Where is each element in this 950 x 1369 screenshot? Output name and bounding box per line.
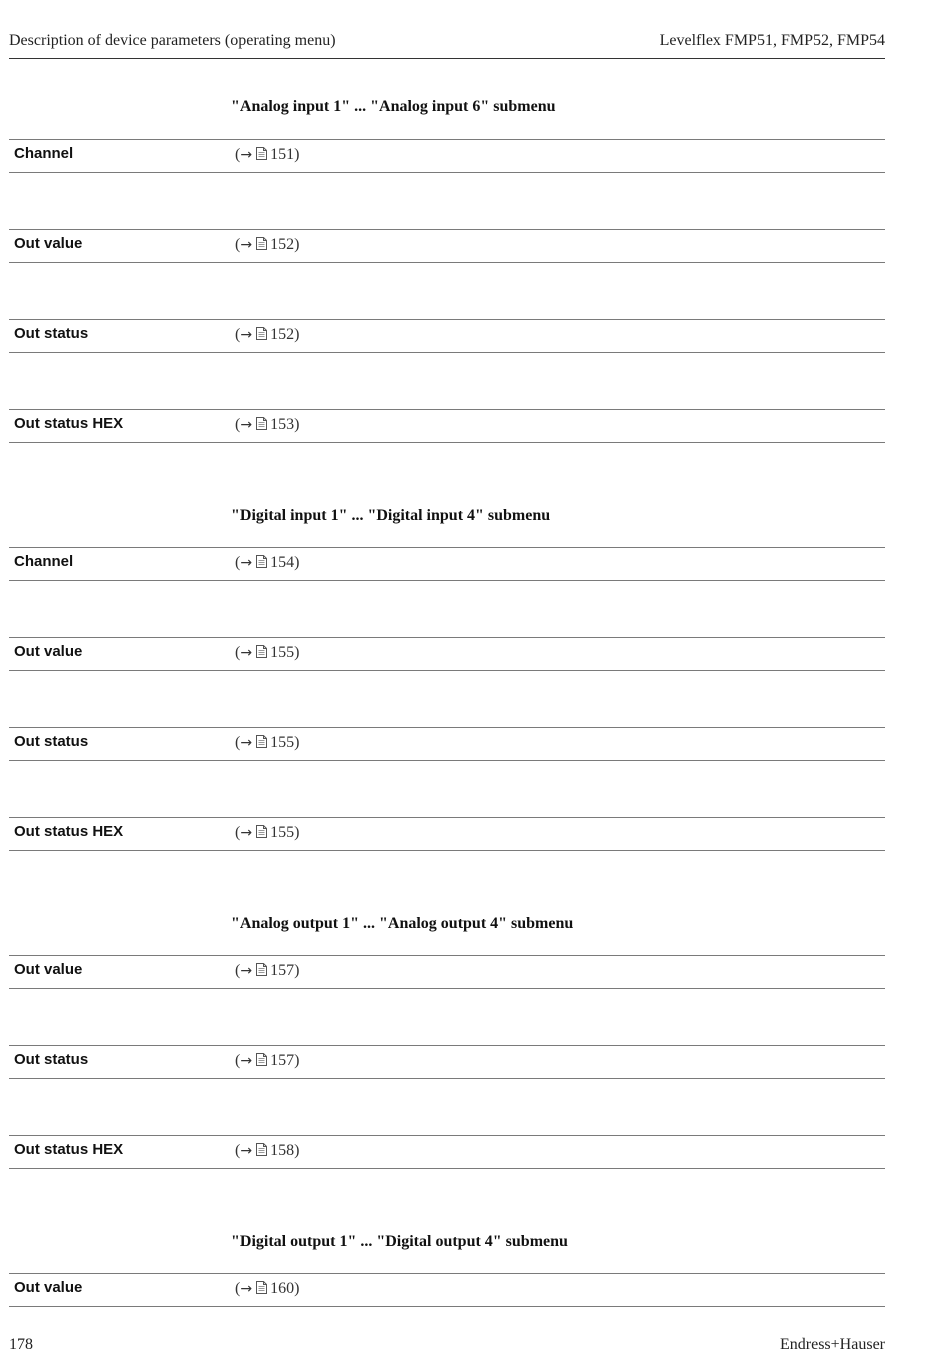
page-reference[interactable]: (→ 155): [235, 644, 300, 661]
page-reference-icon: [256, 735, 267, 748]
page-reference[interactable]: (→ 157): [235, 962, 300, 979]
section-title-digital-input: "Digital input 1" ... "Digital input 4" submenu: [231, 507, 551, 524]
page-reference-icon: [256, 417, 267, 430]
arrow-icon: →: [240, 1143, 253, 1159]
param-name: Out status HEX: [14, 1141, 124, 1158]
param-name: Channel: [14, 145, 74, 162]
param-row: [9, 409, 885, 443]
param-row: [9, 319, 885, 353]
page-reference-icon: [256, 1053, 267, 1066]
arrow-icon: →: [240, 825, 253, 841]
arrow-icon: →: [240, 147, 253, 163]
param-name: Channel: [14, 553, 74, 570]
page-reference-icon: [256, 963, 267, 976]
page-reference[interactable]: (→ 153): [235, 416, 300, 433]
param-name: Out value: [14, 961, 83, 978]
section-title-digital-output: "Digital output 1" ... "Digital output 4" submenu: [231, 1233, 568, 1250]
page-reference[interactable]: (→ 155): [235, 824, 300, 841]
param-row: [9, 1045, 885, 1079]
param-name: Out value: [14, 643, 83, 660]
page-number-ref: 153: [270, 416, 295, 433]
page-reference-icon: [256, 147, 267, 160]
param-row: [9, 1273, 885, 1307]
page-number-ref: 151: [270, 146, 295, 163]
page-reference[interactable]: (→ 152): [235, 236, 300, 253]
page-reference[interactable]: (→ 158): [235, 1142, 300, 1159]
arrow-icon: →: [240, 555, 253, 571]
page-number-ref: 152: [270, 326, 295, 343]
page-reference[interactable]: (→ 152): [235, 326, 300, 343]
arrow-icon: →: [240, 327, 253, 343]
arrow-icon: →: [240, 237, 253, 253]
page-reference-icon: [256, 327, 267, 340]
page-reference[interactable]: (→ 154): [235, 554, 300, 571]
page-number-ref: 157: [270, 1052, 295, 1069]
section-title-analog-input: "Analog input 1" ... "Analog input 6" submenu: [231, 98, 556, 115]
param-name: Out status: [14, 733, 89, 750]
page-header: [9, 30, 885, 59]
page-reference-icon: [256, 645, 267, 658]
page-number-ref: 152: [270, 236, 295, 253]
page-number-ref: 154: [270, 554, 295, 571]
param-name: Out status: [14, 325, 89, 342]
param-row: [9, 1135, 885, 1169]
page-reference-icon: [256, 825, 267, 838]
arrow-icon: →: [240, 735, 253, 751]
page-number-ref: 155: [270, 734, 295, 751]
page-number-ref: 155: [270, 824, 295, 841]
header-product: Levelflex FMP51, FMP52, FMP54: [659, 32, 885, 49]
param-row: [9, 727, 885, 761]
header-title: Description of device parameters (operating menu): [9, 32, 336, 49]
page-reference[interactable]: (→ 157): [235, 1052, 300, 1069]
page-reference-icon: [256, 1281, 267, 1294]
page-reference-icon: [256, 237, 267, 250]
param-row: [9, 547, 885, 581]
param-row: [9, 817, 885, 851]
page-reference[interactable]: (→ 155): [235, 734, 300, 751]
page-number-ref: 155: [270, 644, 295, 661]
arrow-icon: →: [240, 1053, 253, 1069]
param-row: [9, 229, 885, 263]
page-number-ref: 157: [270, 962, 295, 979]
param-name: Out status HEX: [14, 415, 124, 432]
brand-name: Endress+Hauser: [780, 1336, 885, 1353]
param-name: Out status HEX: [14, 823, 124, 840]
page-reference-icon: [256, 555, 267, 568]
param-name: Out status: [14, 1051, 89, 1068]
param-name: Out value: [14, 235, 83, 252]
param-name: Out value: [14, 1279, 83, 1296]
arrow-icon: →: [240, 963, 253, 979]
section-title-analog-output: "Analog output 1" ... "Analog output 4" submenu: [231, 915, 574, 932]
param-row: [9, 637, 885, 671]
param-row: [9, 955, 885, 989]
page-number: 178: [9, 1336, 33, 1353]
page-number-ref: 158: [270, 1142, 295, 1159]
page-reference[interactable]: (→ 151): [235, 146, 300, 163]
param-row: [9, 139, 885, 173]
arrow-icon: →: [240, 1281, 253, 1297]
page-number-ref: 160: [270, 1280, 295, 1297]
arrow-icon: →: [240, 417, 253, 433]
arrow-icon: →: [240, 645, 253, 661]
page-reference-icon: [256, 1143, 267, 1156]
page-reference[interactable]: (→ 160): [235, 1280, 300, 1297]
